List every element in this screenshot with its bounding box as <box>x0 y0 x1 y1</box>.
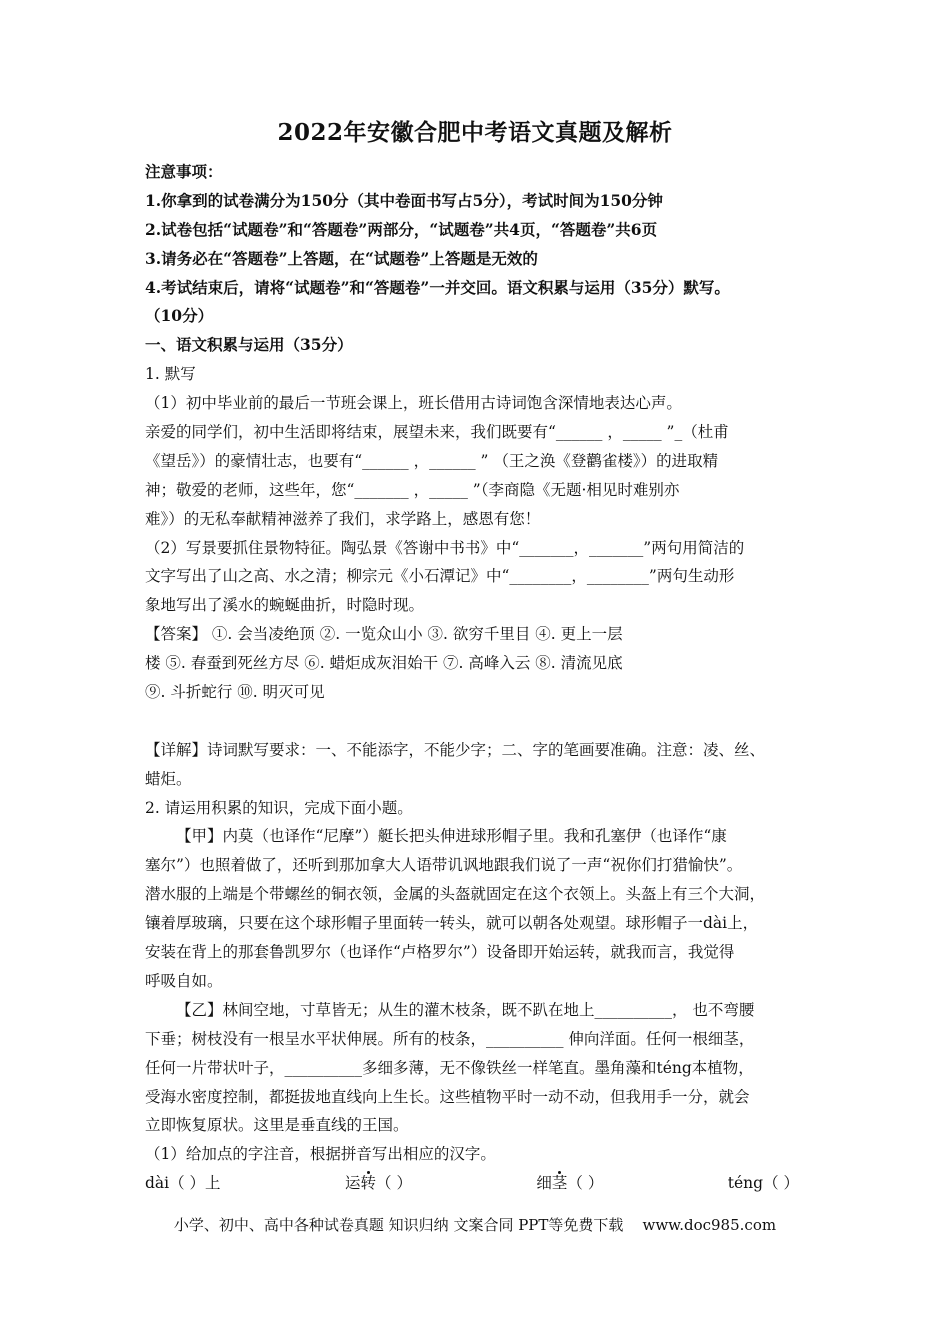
answer-line: ⑨. 斗折蛇行 ⑩. 明灭可见 <box>145 683 325 702</box>
question-2-1-title: （1）给加点的字注音，根据拼音写出相应的汉字。 <box>145 1145 496 1164</box>
question-2-title: 2. 请运用积累的知识，完成下面小题。 <box>145 798 413 817</box>
question-1-2-line: 象地写出了溪水的蜿蜒曲折，时隐时现。 <box>145 596 425 615</box>
notice-item: 2.试卷包括“试题卷”和“答题卷”两部分，“试题卷”共4页，“答题卷”共6页 <box>145 219 658 239</box>
passage-jia-line: 【甲】内莫（也译作“尼摩”）艇长把头伸进球形帽子里。我和孔塞伊（也译作“康 <box>176 827 727 846</box>
notice-item: 4.考试结束后，请将“试题卷”和“答题卷”一并交回。语文积累与运用（35分）默写。 <box>145 277 730 297</box>
answer-line: 楼 ⑤. 春蚕到死丝方尽 ⑥. 蜡炬成灰泪始干 ⑦. 高峰入云 ⑧. 清流见底 <box>145 654 623 673</box>
notice-item: 3.请务必在“答题卷”上答题，在“试题卷”上答题是无效的 <box>145 248 538 268</box>
pinyin-item-zhuan <box>345 1169 412 1198</box>
answer-line: 【答案】 ①. 会当凌绝顶 ②. 一览众山小 ③. 欲穷千里目 ④. 更上一层 <box>145 625 623 644</box>
page-footer: 小学、初中、高中各种试卷真题 知识归纳 文案合同 PPT等免费下载 www.doc985.com <box>173 1216 777 1234</box>
page-title: 2022年安徽合肥中考语文真题及解析 <box>277 119 673 146</box>
pinyin-char: 运 <box>344 1174 361 1193</box>
question-1-1-line: 亲爱的同学们，初中生活即将结束，展望未来，我们既要有“______ ，_____ ”_（杜甫 <box>145 423 729 442</box>
passage-yi-line: 下垂；树枝没有一根呈水平状伸展。所有的枝条，__________ 伸向洋面。任何一根细茎， <box>145 1029 755 1048</box>
question-1-1-line: 难》）的无私奉献精神滋养了我们，求学路上，感恩有您！ <box>145 509 541 528</box>
passage-jia-line: 安装在背上的那套鲁凯罗尔（也译作“卢格罗尔”）设备即开始运转，就我而言，我觉得 <box>145 943 735 962</box>
pinyin-item-dai: dài（ ）上 <box>145 1174 221 1193</box>
notice-heading: 注意事项： <box>145 162 223 181</box>
section-heading: 一、语文积累与运用（35分） <box>145 335 353 355</box>
passage-jia-line: 镶着厚玻璃，只要在这个球形帽子里面转一转头，就可以朝各处观望。球形帽子一dài上， <box>145 914 759 933</box>
answer-blank: （ ） <box>567 1174 604 1193</box>
passage-yi-line: 【乙】林间空地，寸草皆无；从生的灌木枝条，既不趴在地上__________， 也不弯腰 <box>176 1000 755 1019</box>
passage-jia-line: 潜水服的上端是个带螺丝的铜衣领，金属的头盔就固定在这个衣领上。头盔上有三个大洞， <box>145 885 766 904</box>
question-1-2-line: 文字写出了山之高、水之清；柳宗元《小石潭记》中“________，________”两句生动形 <box>145 567 735 586</box>
passage-jia-line: 呼吸自如。 <box>145 971 223 990</box>
pinyin-char: 细 <box>536 1174 552 1193</box>
passage-yi-line: 受海水密度控制，都挺拔地直线向上生长。这些植物平时一动不动，但我用手一分，就会 <box>145 1087 750 1106</box>
passage-yi-line: 任何一片带状叶子，__________多细多薄，无不像铁丝一样笔直。墨角藻和téng本植物， <box>145 1058 754 1077</box>
notice-item: （10分） <box>145 306 214 326</box>
detail-line: 【详解】诗词默写要求：一、不能添字，不能少字；二、字的笔画要准确。注意：凌、丝、 <box>145 740 766 759</box>
emphasis-dot-char: 茎 <box>551 1174 568 1193</box>
question-1-1-line: （1）初中毕业前的最后一节班会课上，班长借用古诗词饱含深情地表达心声。 <box>145 394 682 413</box>
question-1-2-line: （2）写景要抓住景物特征。陶弘景《答谢中书书》中“_______，_______”两句用简洁的 <box>145 538 745 557</box>
notice-item: 1.你拿到的试卷满分为150分（其中卷面书写占5分），考试时间为150分钟 <box>145 190 663 210</box>
question-1-title: 1. 默写 <box>145 365 196 384</box>
emphasis-dot-char: 转 <box>360 1174 377 1193</box>
question-1-1-line: 《望岳》）的豪情壮志，也要有“______ ，______ ” （王之涣《登鹳雀楼》）的进取精 <box>145 451 719 470</box>
passage-jia-line: 塞尔”）也照着做了，还听到那加拿大人语带讥讽地跟我们说了一声“祝你们打猎愉快”。 <box>145 856 743 875</box>
spacer <box>145 707 810 736</box>
question-1-1-line: 神；敬爱的老师，这些年，您“_______ ，_____ ”（李商隐《无题·相见时难别亦 <box>145 480 680 499</box>
document-body <box>145 158 810 1198</box>
pinyin-item-teng: téng（ ） <box>727 1174 799 1193</box>
answer-blank: （ ） <box>376 1174 412 1193</box>
pinyin-answer-row <box>145 1169 799 1198</box>
pinyin-item-jing <box>536 1169 603 1198</box>
passage-yi-line: 立即恢复原状。这里是垂直线的王国。 <box>145 1116 409 1135</box>
detail-line: 蜡炬。 <box>145 769 192 788</box>
